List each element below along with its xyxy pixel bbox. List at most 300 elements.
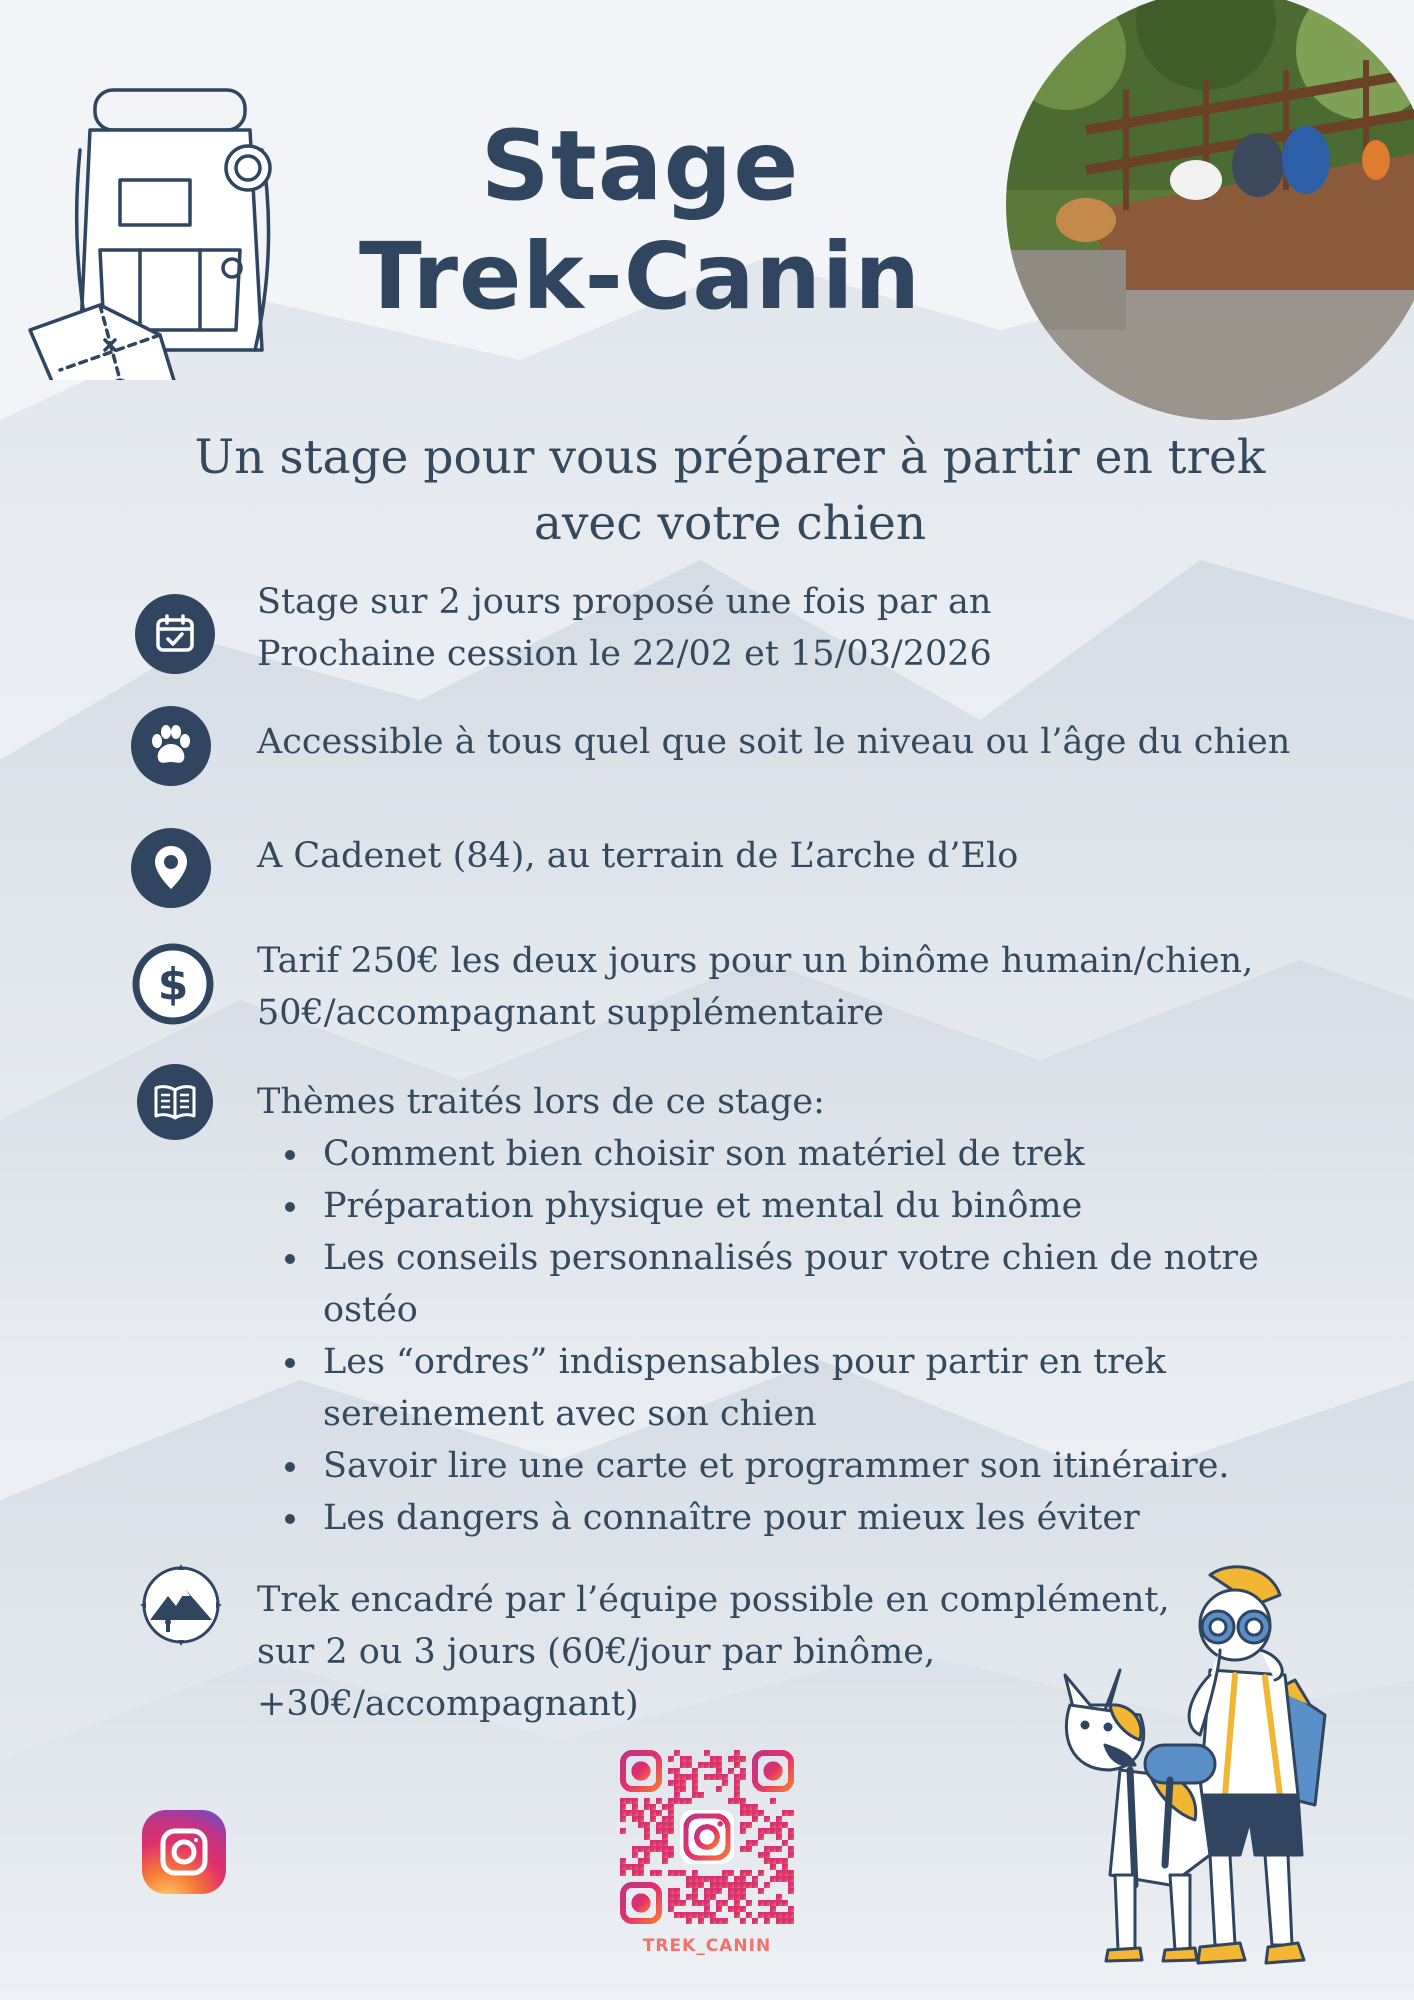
qr-module [698,1762,704,1768]
qr-module [656,1810,662,1816]
qr-module [686,1882,692,1888]
qr-module [758,1912,764,1918]
qr-module [692,1870,698,1876]
qr-module [620,1810,626,1816]
qr-module [734,1762,740,1768]
qr-module [776,1834,782,1840]
qr-module [626,1864,632,1870]
qr-module [740,1918,746,1924]
qr-module [692,1792,698,1798]
qr-module [746,1822,752,1828]
qr-module [716,1888,722,1894]
list-item: Savoir lire une carte et programmer son itinéraire. [257,1440,1337,1492]
qr-module [788,1918,794,1924]
qr-module [752,1882,758,1888]
qr-module [734,1774,740,1780]
qr-module [710,1876,716,1882]
qr-module [764,1828,770,1834]
qr-module [644,1798,650,1804]
qr-module [692,1888,698,1894]
qr-module [632,1870,638,1876]
qr-module [734,1756,740,1762]
qr-module [716,1882,722,1888]
qr-module [692,1882,698,1888]
title-line-2: Trek-Canin [359,223,921,331]
qr-module [698,1900,704,1906]
qr-module [698,1918,704,1924]
qr-module [758,1852,764,1858]
qr-module [776,1870,782,1876]
themes-list [257,1128,1337,1544]
qr-module [734,1780,740,1786]
qr-module [788,1870,794,1876]
trek-line-3: +30€/accompagnant) [257,1684,639,1724]
themes-heading: Thèmes traités lors de ce stage: [257,1082,825,1122]
qr-module [662,1846,668,1852]
qr-module [764,1852,770,1858]
qr-module [764,1918,770,1924]
qr-module [686,1912,692,1918]
qr-module [668,1888,674,1894]
qr-module [692,1900,698,1906]
qr-module [740,1906,746,1912]
qr-module [656,1870,662,1876]
qr-module [650,1816,656,1822]
qr-module [668,1816,674,1822]
qr-module [734,1912,740,1918]
qr-module [734,1792,740,1798]
qr-module [740,1876,746,1882]
qr-module [746,1840,752,1846]
qr-module [710,1774,716,1780]
qr-module [710,1894,716,1900]
qr-module [734,1798,740,1804]
location-line-1: A Cadenet (84), au terrain de L’arche d’Elo [257,836,1019,876]
info-themes [257,1076,1337,1544]
qr-module [644,1822,650,1828]
subtitle-line-1: Un stage pour vous préparer à partir en trek [194,430,1266,485]
qr-module [764,1858,770,1864]
qr-module [752,1816,758,1822]
hiker-with-dog-illustration [1050,1555,1350,1985]
qr-module [644,1804,650,1810]
qr-module [776,1918,782,1924]
qr-module [668,1870,674,1876]
qr-module [704,1774,710,1780]
qr-module [620,1816,626,1822]
qr-module [638,1822,644,1828]
qr-module [746,1810,752,1816]
qr-module [758,1828,764,1834]
open-book-icon [137,1064,213,1140]
qr-module [668,1852,674,1858]
qr-module [680,1870,686,1876]
qr-module [662,1840,668,1846]
qr-module [716,1786,722,1792]
qr-module [680,1756,686,1762]
qr-module [644,1828,650,1834]
qr-module [746,1870,752,1876]
info-location [257,830,1357,882]
qr-module [746,1900,752,1906]
qr-module [758,1870,764,1876]
list-item: Les “ordres” indispensables pour partir en trek sereinement avec son chien [257,1336,1337,1440]
qr-module [650,1840,656,1846]
qr-module [728,1756,734,1762]
qr-module [782,1918,788,1924]
qr-module [674,1888,680,1894]
qr-module [698,1792,704,1798]
qr-module [668,1846,674,1852]
qr-module [776,1816,782,1822]
qr-module [674,1912,680,1918]
qr-module [674,1786,680,1792]
qr-module [632,1804,638,1810]
qr-module [734,1900,740,1906]
price-line-2: 50€/accompagnant supplémentaire [257,993,884,1033]
qr-module [662,1816,668,1822]
qr-module [692,1912,698,1918]
qr-module [632,1846,638,1852]
qr-module [788,1852,794,1858]
qr-module [632,1852,638,1858]
paw-icon [131,706,211,786]
instagram-icon[interactable] [142,1810,226,1894]
qr-module [764,1912,770,1918]
qr-module [620,1858,626,1864]
qr-module [740,1882,746,1888]
qr-module [680,1798,686,1804]
qr-module [668,1822,674,1828]
qr-module [740,1804,746,1810]
qr-module [716,1756,722,1762]
qr-module [776,1900,782,1906]
qr-module [704,1888,710,1894]
qr-module [722,1876,728,1882]
qr-module [788,1882,794,1888]
qr-module [770,1798,776,1804]
location-pin-icon [131,828,211,908]
qr-module [716,1918,722,1924]
qr-module [740,1894,746,1900]
qr-module [632,1864,638,1870]
info-access [257,716,1397,768]
qr-module [758,1900,764,1906]
qr-module [668,1894,674,1900]
qr-module [782,1858,788,1864]
qr-module [692,1894,698,1900]
qr-module [770,1822,776,1828]
qr-module [710,1762,716,1768]
qr-module [662,1804,668,1810]
qr-module [674,1780,680,1786]
list-item: Les conseils personnalisés pour votre chien de notre ostéo [257,1232,1337,1336]
schedule-line-2: Prochaine cession le 22/02 et 15/03/2026 [257,634,992,674]
qr-module [692,1780,698,1786]
qr-module [776,1828,782,1834]
qr-module [668,1906,674,1912]
qr-module [752,1876,758,1882]
qr-module [710,1912,716,1918]
qr-module [620,1828,626,1834]
qr-module [668,1780,674,1786]
qr-module [620,1798,626,1804]
qr-module [698,1882,704,1888]
qr-module [764,1882,770,1888]
qr-module [776,1912,782,1918]
qr-module [788,1834,794,1840]
subtitle [120,425,1340,557]
qr-module [770,1828,776,1834]
qr-module [674,1894,680,1900]
mountain-compass-icon [138,1562,224,1648]
qr-module [788,1810,794,1816]
qr-module [704,1762,710,1768]
qr-module [632,1798,638,1804]
qr-module [704,1750,710,1756]
qr-module [632,1810,638,1816]
qr-module [734,1888,740,1894]
instagram-qr-code[interactable] [620,1750,794,1924]
qr-module [656,1840,662,1846]
qr-module [680,1780,686,1786]
qr-module [734,1906,740,1912]
qr-module [692,1876,698,1882]
qr-module [752,1840,758,1846]
qr-module [686,1774,692,1780]
qr-module [662,1822,668,1828]
qr-module [722,1918,728,1924]
qr-module [770,1876,776,1882]
list-item: Comment bien choisir son matériel de trek [257,1128,1337,1180]
qr-module [788,1876,794,1882]
trek-line-2: sur 2 ou 3 jours (60€/jour par binôme, [257,1632,936,1672]
qr-module [668,1804,674,1810]
qr-module [704,1900,710,1906]
qr-module [686,1762,692,1768]
qr-module [662,1828,668,1834]
qr-module [776,1894,782,1900]
qr-module [662,1852,668,1858]
qr-module [698,1912,704,1918]
qr-module [668,1810,674,1816]
qr-module [656,1822,662,1828]
qr-module [710,1882,716,1888]
qr-module [746,1882,752,1888]
qr-module [770,1858,776,1864]
qr-module [662,1834,668,1840]
qr-module [734,1786,740,1792]
qr-module [728,1798,734,1804]
qr-module [668,1828,674,1834]
qr-module [638,1846,644,1852]
qr-module [644,1834,650,1840]
qr-module [776,1822,782,1828]
qr-module [782,1912,788,1918]
qr-module [764,1846,770,1852]
qr-module [776,1858,782,1864]
qr-module [650,1810,656,1816]
qr-module [740,1774,746,1780]
qr-module [656,1828,662,1834]
qr-module [704,1912,710,1918]
qr-module [638,1864,644,1870]
qr-module [740,1828,746,1834]
qr-module [674,1792,680,1798]
qr-module [740,1870,746,1876]
info-schedule [257,576,1357,680]
qr-module [776,1876,782,1882]
qr-code-label: TREK_CANIN [642,1936,772,1956]
qr-module [716,1876,722,1882]
qr-module [644,1846,650,1852]
qr-module [680,1786,686,1792]
qr-module [740,1756,746,1762]
qr-module [734,1894,740,1900]
qr-module [752,1918,758,1924]
schedule-line-1: Stage sur 2 jours proposé une fois par an [257,582,992,622]
qr-module [782,1864,788,1870]
list-item: Préparation physique et mental du binôme [257,1180,1337,1232]
qr-module [788,1912,794,1918]
qr-module [680,1762,686,1768]
access-line-1: Accessible à tous quel que soit le niveau ou l’âge du chien [257,722,1291,762]
qr-module [638,1870,644,1876]
calendar-check-icon [135,594,215,674]
qr-module [620,1804,626,1810]
qr-module [686,1894,692,1900]
qr-module [650,1870,656,1876]
qr-module [716,1762,722,1768]
qr-module [764,1816,770,1822]
qr-module [788,1828,794,1834]
qr-module [716,1774,722,1780]
qr-module [722,1900,728,1906]
qr-module [638,1816,644,1822]
qr-module [716,1900,722,1906]
qr-module [734,1882,740,1888]
qr-module [710,1888,716,1894]
qr-module [716,1768,722,1774]
qr-module [686,1918,692,1924]
qr-module [674,1900,680,1906]
qr-module [782,1876,788,1882]
page-title [250,110,1030,332]
qr-module [782,1870,788,1876]
qr-module [740,1846,746,1852]
qr-module [686,1798,692,1804]
qr-module [722,1870,728,1876]
qr-module [704,1906,710,1912]
qr-module [728,1906,734,1912]
qr-module [704,1876,710,1882]
qr-module [632,1816,638,1822]
qr-module [758,1834,764,1840]
trek-line-1: Trek encadré par l’équipe possible en complément, [257,1580,1170,1620]
qr-module [674,1750,680,1756]
qr-module [770,1864,776,1870]
qr-module [740,1768,746,1774]
qr-module [668,1798,674,1804]
qr-module [710,1918,716,1924]
qr-module [764,1900,770,1906]
qr-module [758,1888,764,1894]
qr-module [644,1852,650,1858]
qr-module [728,1882,734,1888]
qr-module [674,1768,680,1774]
qr-module [680,1900,686,1906]
subtitle-line-2: avec votre chien [533,495,927,551]
qr-module [740,1798,746,1804]
price-line-1: Tarif 250€ les deux jours pour un binôme humain/chien, [257,941,1254,981]
qr-module [740,1810,746,1816]
qr-module [770,1846,776,1852]
qr-module [668,1900,674,1906]
qr-module [734,1750,740,1756]
qr-module [704,1894,710,1900]
qr-module [620,1870,626,1876]
qr-module [770,1900,776,1906]
qr-module [746,1804,752,1810]
qr-module [734,1876,740,1882]
qr-module [710,1756,716,1762]
qr-module [692,1768,698,1774]
qr-module [620,1864,626,1870]
qr-module [674,1870,680,1876]
qr-module [728,1894,734,1900]
qr-module [740,1888,746,1894]
qr-module [788,1888,794,1894]
dollar-icon [131,942,215,1026]
qr-module [698,1876,704,1882]
qr-module [680,1774,686,1780]
qr-module [722,1882,728,1888]
qr-module [650,1804,656,1810]
qr-module [776,1846,782,1852]
qr-module [746,1846,752,1852]
svg-text:$: $ [157,959,189,1010]
qr-module [782,1900,788,1906]
qr-module [668,1768,674,1774]
list-item: Les dangers à connaître pour mieux les éviter [257,1492,1337,1544]
qr-module [656,1798,662,1804]
qr-module [638,1810,644,1816]
qr-module [680,1912,686,1918]
qr-module [728,1870,734,1876]
qr-module [692,1774,698,1780]
title-line-1: Stage [480,110,800,222]
qr-module [752,1810,758,1816]
info-price [257,935,1397,1039]
qr-module [716,1906,722,1912]
qr-module [782,1810,788,1816]
qr-module [626,1798,632,1804]
qr-module [662,1858,668,1864]
qr-module [674,1798,680,1804]
qr-module [644,1858,650,1864]
qr-module [668,1756,674,1762]
qr-module [728,1768,734,1774]
qr-module [770,1906,776,1912]
qr-module [788,1846,794,1852]
qr-module [650,1846,656,1852]
qr-module [788,1906,794,1912]
qr-module [638,1858,644,1864]
qr-module [782,1840,788,1846]
qr-module [752,1804,758,1810]
qr-module [626,1810,632,1816]
qr-module [740,1822,746,1828]
